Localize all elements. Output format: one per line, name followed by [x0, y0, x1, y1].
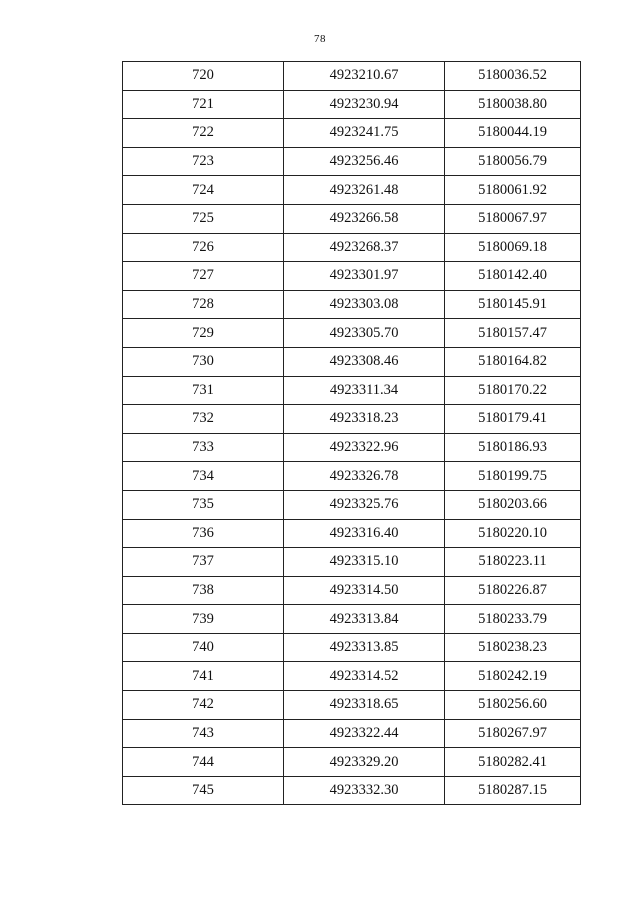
x-coordinate-cell: 4923311.34: [284, 376, 445, 405]
x-coordinate-cell: 4923315.10: [284, 548, 445, 577]
table-row: [123, 662, 581, 691]
table-row: [123, 376, 581, 405]
y-coordinate-cell: 5180199.75: [445, 462, 581, 491]
point-number-cell: 741: [123, 662, 284, 691]
x-coordinate-cell: 4923308.46: [284, 347, 445, 376]
y-coordinate-cell: 5180067.97: [445, 204, 581, 233]
point-number-cell: 739: [123, 605, 284, 634]
x-coordinate-cell: 4923256.46: [284, 147, 445, 176]
table-row: [123, 62, 581, 91]
y-coordinate-cell: 5180203.66: [445, 490, 581, 519]
y-coordinate-cell: 5180238.23: [445, 633, 581, 662]
point-number-cell: 724: [123, 176, 284, 205]
table-row: [123, 319, 581, 348]
table-row: [123, 176, 581, 205]
point-number-cell: 722: [123, 119, 284, 148]
x-coordinate-cell: 4923329.20: [284, 748, 445, 777]
y-coordinate-cell: 5180179.41: [445, 405, 581, 434]
table-row: [123, 691, 581, 720]
x-coordinate-cell: 4923305.70: [284, 319, 445, 348]
x-coordinate-cell: 4923322.96: [284, 433, 445, 462]
x-coordinate-cell: 4923230.94: [284, 90, 445, 119]
point-number-cell: 721: [123, 90, 284, 119]
table-row: [123, 233, 581, 262]
table-row: [123, 490, 581, 519]
x-coordinate-cell: 4923316.40: [284, 519, 445, 548]
point-number-cell: 738: [123, 576, 284, 605]
table-row: [123, 262, 581, 291]
y-coordinate-cell: 5180242.19: [445, 662, 581, 691]
point-number-cell: 723: [123, 147, 284, 176]
y-coordinate-cell: 5180145.91: [445, 290, 581, 319]
coordinates-table: [122, 61, 581, 805]
x-coordinate-cell: 4923266.58: [284, 204, 445, 233]
x-coordinate-cell: 4923268.37: [284, 233, 445, 262]
table-row: [123, 519, 581, 548]
y-coordinate-cell: 5180038.80: [445, 90, 581, 119]
point-number-cell: 735: [123, 490, 284, 519]
table-row: [123, 347, 581, 376]
point-number-cell: 743: [123, 719, 284, 748]
coordinates-table-body: [123, 62, 581, 805]
table-row: [123, 147, 581, 176]
y-coordinate-cell: 5180069.18: [445, 233, 581, 262]
y-coordinate-cell: 5180142.40: [445, 262, 581, 291]
point-number-cell: 726: [123, 233, 284, 262]
point-number-cell: 736: [123, 519, 284, 548]
y-coordinate-cell: 5180044.19: [445, 119, 581, 148]
x-coordinate-cell: 4923318.65: [284, 691, 445, 720]
table-row: [123, 633, 581, 662]
x-coordinate-cell: 4923325.76: [284, 490, 445, 519]
y-coordinate-cell: 5180061.92: [445, 176, 581, 205]
y-coordinate-cell: 5180267.97: [445, 719, 581, 748]
y-coordinate-cell: 5180287.15: [445, 776, 581, 805]
x-coordinate-cell: 4923261.48: [284, 176, 445, 205]
point-number-cell: 740: [123, 633, 284, 662]
x-coordinate-cell: 4923322.44: [284, 719, 445, 748]
y-coordinate-cell: 5180056.79: [445, 147, 581, 176]
point-number-cell: 725: [123, 204, 284, 233]
point-number-cell: 727: [123, 262, 284, 291]
point-number-cell: 733: [123, 433, 284, 462]
table-row: [123, 433, 581, 462]
table-row: [123, 204, 581, 233]
y-coordinate-cell: 5180223.11: [445, 548, 581, 577]
x-coordinate-cell: 4923313.85: [284, 633, 445, 662]
y-coordinate-cell: 5180186.93: [445, 433, 581, 462]
point-number-cell: 731: [123, 376, 284, 405]
table-row: [123, 719, 581, 748]
point-number-cell: 737: [123, 548, 284, 577]
point-number-cell: 732: [123, 405, 284, 434]
x-coordinate-cell: 4923301.97: [284, 262, 445, 291]
y-coordinate-cell: 5180164.82: [445, 347, 581, 376]
x-coordinate-cell: 4923210.67: [284, 62, 445, 91]
x-coordinate-cell: 4923314.50: [284, 576, 445, 605]
point-number-cell: 734: [123, 462, 284, 491]
table-row: [123, 776, 581, 805]
point-number-cell: 720: [123, 62, 284, 91]
point-number-cell: 728: [123, 290, 284, 319]
y-coordinate-cell: 5180036.52: [445, 62, 581, 91]
table-row: [123, 576, 581, 605]
y-coordinate-cell: 5180157.47: [445, 319, 581, 348]
table-row: [123, 119, 581, 148]
table-row: [123, 748, 581, 777]
x-coordinate-cell: 4923326.78: [284, 462, 445, 491]
point-number-cell: 742: [123, 691, 284, 720]
x-coordinate-cell: 4923303.08: [284, 290, 445, 319]
x-coordinate-cell: 4923318.23: [284, 405, 445, 434]
y-coordinate-cell: 5180233.79: [445, 605, 581, 634]
table-row: [123, 548, 581, 577]
point-number-cell: 745: [123, 776, 284, 805]
x-coordinate-cell: 4923241.75: [284, 119, 445, 148]
table-row: [123, 290, 581, 319]
point-number-cell: 730: [123, 347, 284, 376]
y-coordinate-cell: 5180226.87: [445, 576, 581, 605]
table-row: [123, 405, 581, 434]
y-coordinate-cell: 5180282.41: [445, 748, 581, 777]
point-number-cell: 729: [123, 319, 284, 348]
x-coordinate-cell: 4923332.30: [284, 776, 445, 805]
table-row: [123, 90, 581, 119]
x-coordinate-cell: 4923314.52: [284, 662, 445, 691]
table-row: [123, 605, 581, 634]
table-row: [123, 462, 581, 491]
y-coordinate-cell: 5180256.60: [445, 691, 581, 720]
page-number: 78: [314, 33, 326, 45]
x-coordinate-cell: 4923313.84: [284, 605, 445, 634]
y-coordinate-cell: 5180220.10: [445, 519, 581, 548]
point-number-cell: 744: [123, 748, 284, 777]
y-coordinate-cell: 5180170.22: [445, 376, 581, 405]
